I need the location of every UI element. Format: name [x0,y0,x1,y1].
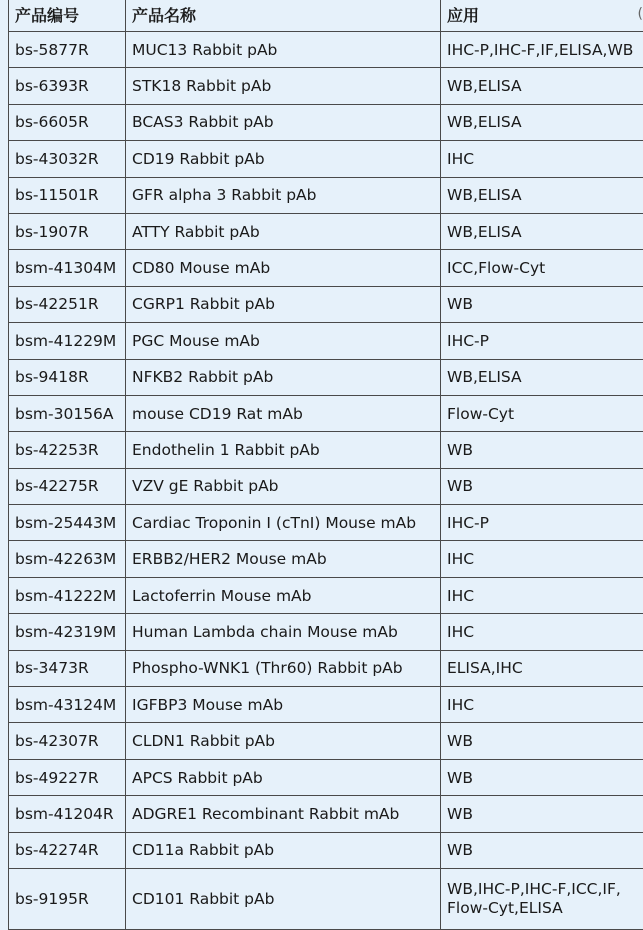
product-id-cell: bs-49227R [9,759,126,795]
table-row [9,395,643,431]
product-name-cell: Lactoferrin Mouse mAb [126,577,441,613]
table-row [9,723,643,759]
application-cell: ICC,Flow-Cyt [441,250,643,286]
product-name-cell: CGRP1 Rabbit pAb [126,286,441,322]
product-name-cell: ADGRE1 Recombinant Rabbit mAb [126,796,441,832]
table-row [9,177,643,213]
product-name-cell: NFKB2 Rabbit pAb [126,359,441,395]
application-cell: ELISA,IHC [441,650,643,686]
application-cell: WB,ELISA [441,177,643,213]
product-id-cell: bs-1907R [9,213,126,249]
table-row [9,141,643,177]
application-cell: IHC [441,541,643,577]
product-name-cell: CD80 Mouse mAb [126,250,441,286]
product-id-cell: bsm-30156A [9,395,126,431]
table-row [9,359,643,395]
product-id-cell: bs-3473R [9,650,126,686]
application-cell: IHC-P [441,505,643,541]
application-cell: WB,ELISA [441,104,643,140]
product-name-cell: Endothelin 1 Rabbit pAb [126,432,441,468]
table-row [9,832,643,868]
product-id-cell: bsm-41222M [9,577,126,613]
product-name-cell: CD11a Rabbit pAb [126,832,441,868]
application-cell: IHC [441,614,643,650]
table-row [9,104,643,140]
product-id-cell: bs-6605R [9,104,126,140]
application-cell: WB [441,468,643,504]
product-name-cell: GFR alpha 3 Rabbit pAb [126,177,441,213]
table-row [9,796,643,832]
product-name-cell: ATTY Rabbit pAb [126,213,441,249]
product-id-cell: bsm-25443M [9,505,126,541]
product-id-cell: bsm-43124M [9,687,126,723]
product-id-cell: bs-6393R [9,68,126,104]
table-row [9,286,643,322]
product-id-cell: bsm-41304M [9,250,126,286]
application-cell: WB,IHC-P,IHC-F,ICC,IF, Flow-Cyt,ELISA [441,868,643,929]
product-id-cell: bsm-41204R [9,796,126,832]
table-row [9,32,643,68]
table-row [9,323,643,359]
table-row [9,759,643,795]
table-row [9,650,643,686]
product-name-cell: Phospho-WNK1 (Thr60) Rabbit pAb [126,650,441,686]
clipped-edge-glyph: ( [638,6,643,22]
product-id-cell: bs-42253R [9,432,126,468]
application-cell: WB,ELISA [441,68,643,104]
product-name-cell: CLDN1 Rabbit pAb [126,723,441,759]
product-name-cell: CD19 Rabbit pAb [126,141,441,177]
product-id-cell: bs-43032R [9,141,126,177]
application-cell: IHC-P,IHC-F,IF,ELISA,WB [441,32,643,68]
product-id-cell: bs-9418R [9,359,126,395]
application-cell: WB [441,796,643,832]
header-product-id: 产品编号 [9,0,126,32]
table-row [9,432,643,468]
product-name-cell: APCS Rabbit pAb [126,759,441,795]
product-id-cell: bs-42274R [9,832,126,868]
application-cell: WB [441,432,643,468]
table-row [9,68,643,104]
table-row [9,577,643,613]
product-name-cell: STK18 Rabbit pAb [126,68,441,104]
product-name-cell: BCAS3 Rabbit pAb [126,104,441,140]
product-name-cell: Cardiac Troponin I (cTnI) Mouse mAb [126,505,441,541]
table-row [9,614,643,650]
product-name-cell: MUC13 Rabbit pAb [126,32,441,68]
table-row [9,868,643,929]
table-row [9,213,643,249]
product-id-cell: bs-5877R [9,32,126,68]
product-id-cell: bsm-42319M [9,614,126,650]
product-name-cell: PGC Mouse mAb [126,323,441,359]
product-table [8,0,643,930]
product-name-cell: VZV gE Rabbit pAb [126,468,441,504]
table-row [9,505,643,541]
product-name-cell: IGFBP3 Mouse mAb [126,687,441,723]
application-cell: IHC-P [441,323,643,359]
header-product-name: 产品名称 [126,0,441,32]
header-application: 应用 [441,0,643,32]
product-id-cell: bsm-42263M [9,541,126,577]
product-id-cell: bs-42251R [9,286,126,322]
table-row [9,687,643,723]
application-cell: IHC [441,141,643,177]
table-row [9,468,643,504]
product-id-cell: bs-42275R [9,468,126,504]
table-body [9,32,643,930]
product-id-cell: bs-11501R [9,177,126,213]
product-name-cell: Human Lambda chain Mouse mAb [126,614,441,650]
table-row [9,250,643,286]
application-cell: WB,ELISA [441,213,643,249]
table-header-row [9,0,643,32]
product-id-cell: bs-9195R [9,868,126,929]
product-id-cell: bsm-41229M [9,323,126,359]
application-cell: Flow-Cyt [441,395,643,431]
application-cell: WB [441,759,643,795]
application-cell: WB [441,286,643,322]
application-cell: WB [441,723,643,759]
application-cell: IHC [441,577,643,613]
product-name-cell: CD101 Rabbit pAb [126,868,441,929]
product-name-cell: mouse CD19 Rat mAb [126,395,441,431]
application-cell: WB [441,832,643,868]
product-name-cell: ERBB2/HER2 Mouse mAb [126,541,441,577]
application-cell: IHC [441,687,643,723]
table-row [9,541,643,577]
application-cell: WB,ELISA [441,359,643,395]
product-id-cell: bs-42307R [9,723,126,759]
